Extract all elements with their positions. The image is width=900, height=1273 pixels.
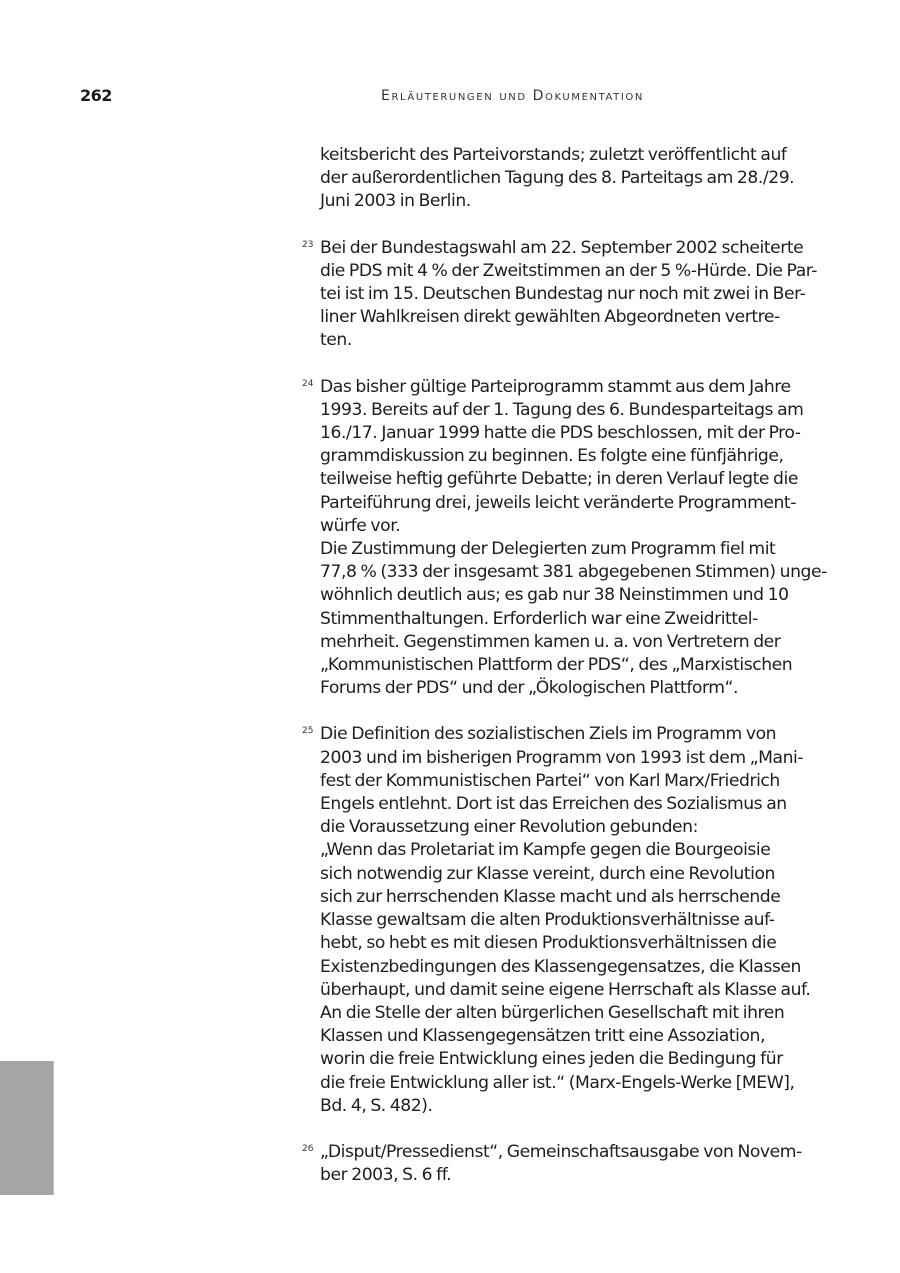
text-line: überhaupt, und damit seine eigene Herrschaft als Klasse auf. bbox=[320, 979, 811, 1000]
footnote-number: 25 bbox=[302, 726, 314, 737]
text-line: 1993. Bereits auf der 1. Tagung des 6. Bundesparteitags am bbox=[320, 399, 804, 420]
text-line: wöhnlich deutlich aus; es gab nur 38 Neinstimmen und 10 bbox=[320, 585, 789, 606]
text-line: würfe vor. bbox=[320, 515, 401, 536]
text-line: 77,8 % (333 der insgesamt 381 abgegebenen Stimmen) unge- bbox=[320, 562, 827, 583]
text-line: Die Zustimmung der Delegierten zum Programm fiel mit bbox=[320, 539, 776, 560]
page-number: 262 bbox=[80, 86, 112, 105]
text-line: ten. bbox=[320, 330, 352, 351]
text-line: hebt, so hebt es mit diesen Produktionsverhältnissen die bbox=[320, 933, 777, 954]
text-line: keitsbericht des Parteivorstands; zuletzt veröffentlicht auf bbox=[320, 145, 787, 165]
text-line: „Wenn das Proletariat im Kampfe gegen die Bourgeoisie bbox=[320, 840, 771, 861]
footnote-26 bbox=[302, 1141, 830, 1187]
text-line: An die Stelle der alten bürgerlichen Gesellschaft mit ihren bbox=[320, 1002, 785, 1023]
running-head: Erläuterungen und Dokumentation bbox=[381, 88, 644, 104]
text-line: Bei der Bundestagswahl am 22. September 2002 scheiterte bbox=[320, 237, 804, 258]
text-line: die PDS mit 4 % der Zweitstimmen an der 5 %-Hürde. Die Par- bbox=[320, 260, 818, 281]
text-line: Juni 2003 in Berlin. bbox=[320, 191, 471, 212]
text-line: Bd. 4, S. 482). bbox=[320, 1095, 433, 1116]
footnote-24 bbox=[302, 376, 830, 701]
text-line: Engels entlehnt. Dort ist das Erreichen des Sozialismus an bbox=[320, 794, 787, 815]
text-line: Die Definition des sozialistischen Ziels im Programm von bbox=[320, 724, 777, 745]
text-line: Klassen und Klassengegensätzen tritt eine Assoziation, bbox=[320, 1026, 765, 1047]
text-line: Das bisher gültige Parteiprogramm stammt aus dem Jahre bbox=[320, 376, 791, 397]
continued-footnote bbox=[320, 144, 830, 214]
footnote-number: 26 bbox=[302, 1143, 314, 1154]
text-line: Parteiführung drei, jeweils leicht veränderte Programment- bbox=[320, 492, 796, 513]
text-line: sich notwendig zur Klasse vereint, durch eine Revolution bbox=[320, 863, 775, 884]
text-line: liner Wahlkreisen direkt gewählten Abgeordneten vertre- bbox=[320, 307, 780, 328]
text-line: mehrheit. Gegenstimmen kamen u. a. von Vertretern der bbox=[320, 631, 781, 652]
text-line: teilweise heftig geführte Debatte; in deren Verlauf legte die bbox=[320, 469, 798, 490]
text-line: ber 2003, S. 6 ff. bbox=[320, 1165, 452, 1186]
text-line: 16./17. Januar 1999 hatte die PDS beschlossen, mit der Pro- bbox=[320, 423, 801, 444]
text-line: worin die freie Entwicklung eines jeden die Bedingung für bbox=[320, 1049, 783, 1070]
footnote-23 bbox=[302, 237, 830, 353]
text-line: Forums der PDS“ und der „Ökologischen Plattform“. bbox=[320, 678, 739, 699]
text-line: Stimmenthaltungen. Erforderlich war eine Zweidrittel- bbox=[320, 608, 758, 629]
text-line: die Voraussetzung einer Revolution gebunden: bbox=[320, 817, 698, 838]
text-line: der außerordentlichen Tagung des 8. Parteitags am 28./29. bbox=[320, 168, 795, 189]
footnotes-column bbox=[302, 144, 830, 1187]
text-line: die freie Entwicklung aller ist.“ (Marx-Engels-Werke [MEW], bbox=[320, 1072, 795, 1093]
footnote-25 bbox=[302, 723, 830, 1117]
chapter-thumb-tab bbox=[0, 1061, 54, 1195]
text-line: fest der Kommunistischen Partei“ von Karl Marx/Friedrich bbox=[320, 770, 780, 791]
text-line: „Kommunistischen Plattform der PDS“, des „Marxistischen bbox=[320, 655, 793, 676]
text-line: grammdiskussion zu beginnen. Es folgte eine fünfjährige, bbox=[320, 446, 784, 467]
text-line: tei ist im 15. Deutschen Bundestag nur noch mit zwei in Ber- bbox=[320, 284, 806, 305]
footnote-number: 23 bbox=[302, 239, 314, 250]
text-line: Existenzbedingungen des Klassengegensatzes, die Klassen bbox=[320, 956, 801, 977]
footnote-number: 24 bbox=[302, 378, 314, 389]
text-line: „Disput/Pressedienst“, Gemeinschaftsausgabe von Novem- bbox=[320, 1141, 802, 1162]
text-line: 2003 und im bisherigen Programm von 1993 ist dem „Mani- bbox=[320, 747, 804, 768]
text-line: sich zur herrschenden Klasse macht und als herrschende bbox=[320, 886, 781, 907]
text-line: Klasse gewaltsam die alten Produktionsverhältnisse auf- bbox=[320, 910, 775, 931]
